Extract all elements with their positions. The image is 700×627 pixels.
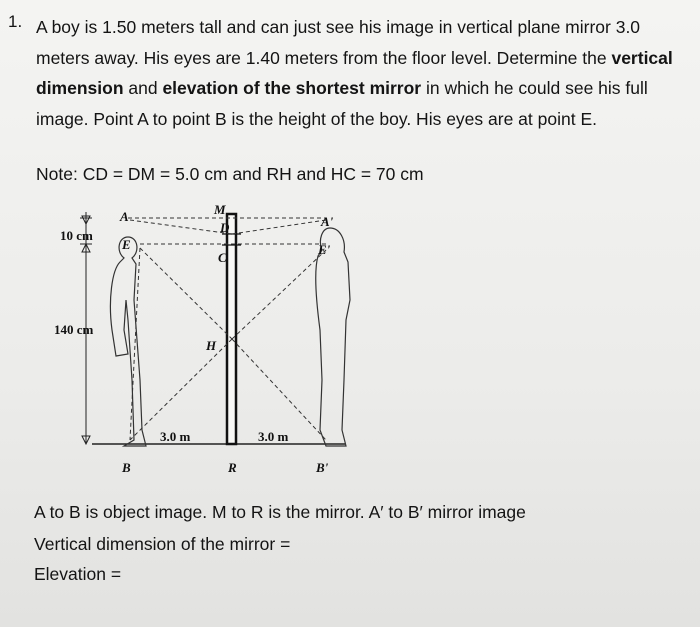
mirror — [227, 214, 236, 444]
label-r: R — [228, 460, 237, 475]
bottom-line-1: A to B is object image. M to R is the mirror. A′ to B′ mirror image — [34, 502, 526, 522]
problem-rest: in which he could see his full image. Point A to point B is the height of the boy. His eyes are at point E. — [36, 78, 648, 129]
label-h: H — [206, 338, 217, 353]
label-d: D — [220, 220, 230, 235]
mirror-image-figure — [316, 228, 350, 446]
label-c: C — [218, 250, 227, 265]
label-b: B — [122, 460, 131, 475]
label-10cm: 10 cm — [60, 228, 93, 243]
label-a: A — [120, 209, 129, 224]
label-m: M — [214, 202, 226, 217]
label-140cm: 140 cm — [54, 322, 94, 337]
boy-figure — [110, 237, 146, 446]
bottom-line-2: Vertical dimension of the mirror = — [34, 534, 291, 554]
label-e-prime: E' — [318, 242, 331, 257]
label-e: E — [122, 237, 131, 252]
label-dist-right: 3.0 m — [258, 429, 289, 444]
bold-vertical-dimension: vertical dimension — [36, 47, 673, 98]
problem-and: and — [123, 78, 163, 98]
problem-note: Note: CD = DM = 5.0 cm and RH and HC = 70 cm — [36, 164, 424, 184]
problem-number: 1. — [8, 12, 23, 31]
label-dist-left: 3.0 m — [160, 429, 191, 444]
label-b-prime: B' — [316, 460, 329, 475]
bottom-line-3: Elevation = — [34, 564, 122, 584]
bold-elevation: elevation of the shortest mirror — [162, 78, 422, 98]
label-a-prime: A' — [321, 214, 334, 229]
problem-intro: A boy is 1.50 meters tall and can just see his image in vertical plane mirror 3.0 meters away. His eyes are 1.40 meters from the floor level. Determine the — [36, 17, 641, 68]
